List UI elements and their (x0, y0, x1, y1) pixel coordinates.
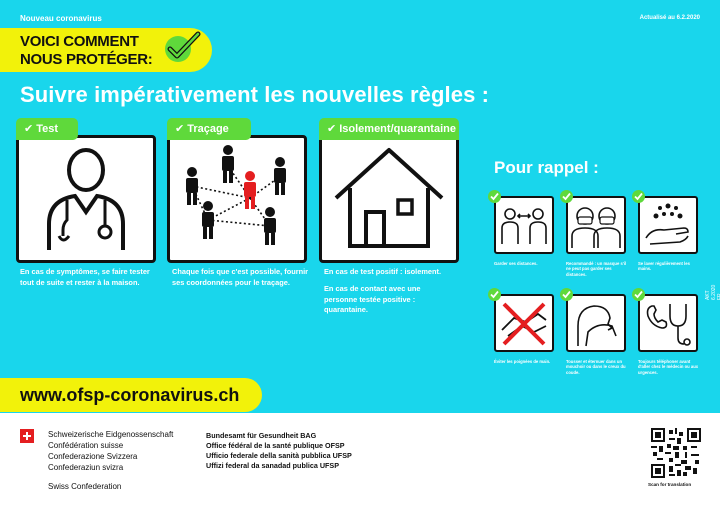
check-icon: ✔ (175, 123, 185, 135)
card-tracage-illustration (167, 135, 307, 263)
updated-date: Actualisé au 6.2.2020 (639, 15, 700, 21)
check-icon (488, 288, 501, 301)
swiss-confederation: Swiss Confederation (48, 482, 122, 491)
rappel-handshake-box (494, 294, 554, 352)
confederation-de: Schweizerische Eidgenossenschaft (48, 430, 174, 439)
phone-stethoscope-icon (640, 296, 696, 350)
office-rm: Uffizi federal da sanadad publica UFSP (206, 461, 339, 470)
rappel-mask-box (566, 196, 626, 254)
card-tracage-label: Traçage (187, 123, 229, 135)
checkmark-icon (162, 30, 202, 66)
rappel-phone-box (638, 294, 698, 352)
check-icon (632, 288, 645, 301)
check-icon (560, 190, 573, 203)
office-fr: Office fédéral de la santé publique OFSP (206, 441, 345, 450)
confederation-it: Confederazione Svizzera (48, 452, 138, 461)
headline-banner (0, 28, 212, 72)
handwash-icon (640, 198, 696, 252)
rappel-title: Pour rappel : (494, 158, 599, 177)
card-isolement-tag (319, 118, 459, 140)
topic-label: Nouveau coronavirus (20, 14, 102, 23)
rappel-cough-box (566, 294, 626, 352)
card-isolement-illustration (319, 135, 459, 263)
card-isolement-text2: En cas de contact avec une personne testée positive : quarantaine. (324, 284, 421, 314)
office-it: Ufficio federale della sanità pubblica UFSP (206, 451, 352, 460)
confederation-rm: Confederaziun svizra (48, 463, 124, 472)
card-test-text: En cas de symptômes, se faire tester tout de suite et rester à la maison. (20, 267, 150, 287)
rappel-handwash-box (638, 196, 698, 254)
doctor-icon (19, 138, 153, 260)
card-isolement (319, 118, 459, 268)
distance-icon (496, 198, 552, 252)
contact-tracing-icon (170, 138, 304, 260)
qr-label: Scan for translation (648, 482, 692, 487)
cough-elbow-icon (568, 296, 624, 350)
mask-icon (568, 198, 624, 252)
house-icon (322, 138, 456, 260)
card-test-label: Test (36, 123, 59, 135)
rappel-mask-text: Recommandé : un masque s'il ne peut pas garder ses distances. (566, 261, 627, 277)
check-icon (632, 190, 645, 203)
card-test (16, 118, 156, 268)
card-tracage (167, 118, 307, 268)
qr-code-icon[interactable] (651, 428, 701, 478)
office-de: Bundesamt für Gesundheit BAG (206, 431, 317, 440)
rappel-phone-text: Toujours téléphoner avant d'aller chez le médecin ou aux urgences. (638, 359, 699, 375)
swiss-flag-icon (20, 429, 34, 443)
headline-line1: VOICI COMMENT (20, 33, 139, 50)
website-link[interactable]: www.ofsp-coronavirus.ch (20, 385, 240, 405)
card-test-illustration (16, 135, 156, 263)
rappel-handshake-text: Éviter les poignées de main. (494, 359, 551, 364)
rappel-cough-text: Tousser et éternuer dans un mouchoir ou dans le creux du coude. (566, 359, 626, 375)
url-banner (0, 378, 262, 412)
no-handshake-icon (496, 296, 552, 350)
check-icon: ✔ (327, 123, 337, 135)
check-icon (488, 190, 501, 203)
check-icon: ✔ (24, 123, 34, 135)
card-tracage-tag (167, 118, 251, 140)
rappel-distance-text: Garder ses distances. (494, 261, 538, 266)
side-code: AKT 6.2020 FR (705, 284, 723, 300)
rappel-distance-box (494, 196, 554, 254)
confederation-fr: Confédération suisse (48, 441, 124, 450)
rappel-handwash-text: Se laver régulièrement les mains. (638, 261, 690, 272)
headline-line2: NOUS PROTÉGER: (20, 51, 153, 68)
main-title: Suivre impérativement les nouvelles règles : (20, 82, 490, 107)
card-tracage-text: Chaque fois que c'est possible, fournir ses coordonnées pour le traçage. (172, 267, 309, 287)
card-test-tag (16, 118, 78, 140)
card-isolement-text1: En cas de test positif : isolement. (324, 267, 442, 276)
card-isolement-label: Isolement/quarantaine (339, 123, 456, 135)
check-icon (560, 288, 573, 301)
